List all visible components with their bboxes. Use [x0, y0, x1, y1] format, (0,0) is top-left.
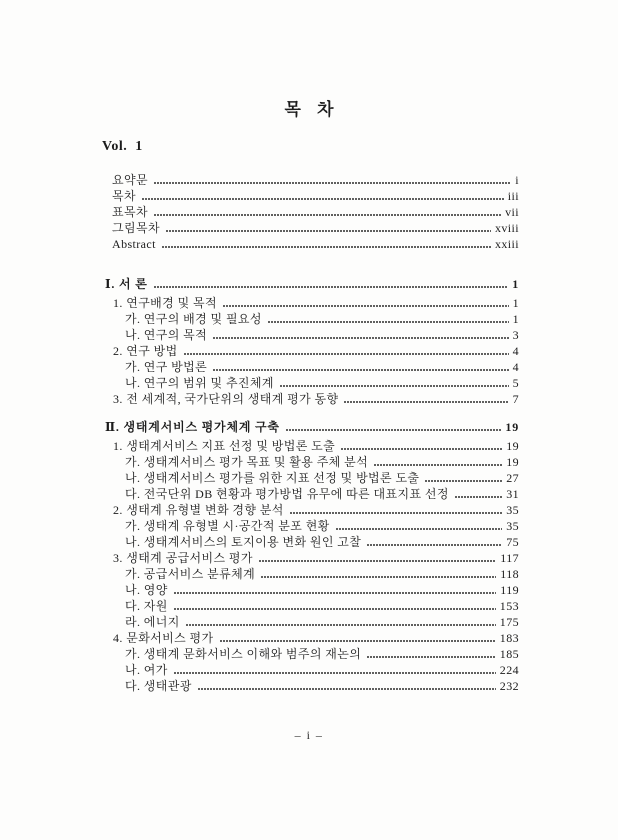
dotted-leader [174, 592, 496, 594]
dotted-leader [374, 464, 502, 466]
toc-entry [90, 204, 519, 220]
toc-entry-page: 1 [512, 312, 519, 326]
toc-entry-page: 7 [512, 392, 519, 406]
dotted-leader [174, 608, 496, 610]
toc-entry [90, 438, 519, 454]
dotted-leader [367, 656, 496, 658]
toc-entry-label: 3. 전 세계적, 국가단위의 생태계 평가 동향 [113, 392, 339, 406]
toc-entry-label: 목차 [112, 189, 136, 203]
dotted-leader [154, 286, 509, 288]
toc-entry [90, 236, 519, 252]
toc-entry-page: 232 [499, 679, 519, 693]
toc-entry [90, 678, 519, 694]
dotted-leader [336, 528, 503, 530]
toc-entry-label: 요약문 [112, 173, 148, 187]
toc-entry-label: 표목차 [112, 205, 148, 219]
toc-entry-label: 다. 자원 [125, 599, 168, 613]
toc-entry-label: 나. 생태계서비스의 토지이용 변화 원인 고찰 [125, 535, 362, 549]
dotted-leader [341, 448, 502, 450]
toc-entry [90, 220, 519, 236]
toc-entry-label: 1. 연구배경 및 목적 [113, 296, 217, 310]
toc-entry-page: vii [505, 205, 519, 219]
toc-entry-label: 나. 영양 [125, 583, 168, 597]
toc-entry-label: 가. 공급서비스 분류체계 [125, 567, 256, 581]
toc-entry-page: 19 [506, 439, 519, 453]
toc-entry-page: 183 [499, 631, 519, 645]
toc-entry-page: 175 [499, 615, 519, 629]
dotted-leader [425, 480, 502, 482]
dotted-leader [198, 688, 496, 690]
dotted-leader [154, 182, 511, 184]
dotted-leader [174, 672, 496, 674]
toc-entry-page: i [515, 173, 519, 187]
dotted-leader [286, 429, 502, 431]
volume-label: Vol. 1 [102, 139, 143, 154]
toc-entry-label: Abstract [112, 237, 156, 251]
toc-entry [90, 295, 519, 311]
dotted-leader [154, 214, 501, 216]
toc-entry [90, 582, 519, 598]
dotted-leader [268, 321, 509, 323]
dotted-leader [344, 401, 508, 403]
dotted-leader [280, 385, 509, 387]
toc-entry-page: 119 [500, 583, 519, 597]
toc-section-heading [90, 276, 519, 292]
toc-entry-page: xxiii [494, 237, 519, 251]
toc-entry [90, 172, 519, 188]
toc-entry-label: 가. 연구 방법론 [125, 360, 208, 374]
toc-entry-label: 나. 연구의 목적 [125, 328, 208, 342]
dotted-leader [259, 560, 496, 562]
dotted-leader [223, 305, 509, 307]
toc-entry-label: 다. 전국단위 DB 현황과 평가방법 유무에 따른 대표지표 선정 [125, 487, 449, 501]
toc-entry-page: 224 [499, 663, 519, 677]
toc-entry-page: xviii [494, 221, 519, 235]
toc-entry [90, 566, 519, 582]
dotted-leader [367, 544, 502, 546]
dotted-leader [186, 624, 496, 626]
dotted-leader [213, 369, 508, 371]
toc-entry [90, 534, 519, 550]
toc-entry-label: 그림목차 [112, 221, 160, 235]
toc-entry [90, 550, 519, 566]
toc-entry-page: iii [507, 189, 519, 203]
toc-section [90, 276, 519, 407]
toc-entry-label: 가. 생태계 문화서비스 이해와 범주의 재논의 [125, 647, 362, 661]
toc-entry-page: 1 [512, 277, 519, 291]
toc-entry [90, 518, 519, 534]
toc-entry-page: 1 [512, 296, 519, 310]
dotted-leader [261, 576, 496, 578]
toc-entry [90, 343, 519, 359]
page-title: 목 차 [284, 100, 340, 119]
toc-section-heading [90, 419, 519, 435]
toc-entry-page: 5 [512, 376, 519, 390]
page-number-footer: – i – [294, 728, 324, 742]
toc-entry-page: 117 [500, 551, 519, 565]
toc-entry-page: 19 [506, 455, 519, 469]
dotted-leader [290, 512, 502, 514]
toc-entry [90, 375, 519, 391]
toc-entry-page: 19 [505, 420, 519, 434]
dotted-leader [213, 337, 508, 339]
toc-entry-page: 4 [512, 360, 519, 374]
toc-entry-label: 2. 연구 방법 [113, 344, 178, 358]
toc-entry-page: 27 [506, 471, 519, 485]
toc-entry [90, 391, 519, 407]
toc-entry [90, 486, 519, 502]
front-matter-list [90, 172, 519, 252]
toc-entry-page: 35 [506, 519, 519, 533]
toc-entry-page: 75 [506, 535, 519, 549]
toc-entry-page: 31 [506, 487, 519, 501]
toc-entry [90, 327, 519, 343]
toc-entry-label: Ⅰ. 서 론 [105, 277, 148, 291]
toc-entry [90, 630, 519, 646]
toc-entry-label: 가. 생태계 유형별 시·공간적 분포 현황 [125, 519, 330, 533]
section-list [90, 276, 519, 694]
toc-entry-label: Ⅱ. 생태계서비스 평가체계 구축 [105, 420, 280, 434]
dotted-leader [220, 640, 496, 642]
toc-entry-label: 나. 여가 [125, 663, 168, 677]
toc-entry-page: 3 [512, 328, 519, 342]
toc-entry-page: 153 [499, 599, 519, 613]
toc-entry-label: 3. 생태계 공급서비스 평가 [113, 551, 253, 565]
toc-entry-label: 가. 생태계서비스 평가 목표 및 활용 주체 분석 [125, 455, 369, 469]
toc-entry-label: 나. 연구의 범위 및 추진체계 [125, 376, 274, 390]
dotted-leader [142, 198, 504, 200]
toc-entry [90, 359, 519, 375]
toc-entry-label: 2. 생태계 유형별 변화 경향 분석 [113, 503, 284, 517]
toc-entry-label: 라. 에너지 [125, 615, 180, 629]
toc-entry [90, 470, 519, 486]
table-of-contents [90, 172, 519, 694]
toc-entry-label: 4. 문화서비스 평가 [113, 631, 214, 645]
toc-entry [90, 646, 519, 662]
toc-entry [90, 614, 519, 630]
toc-entry [90, 502, 519, 518]
toc-entry [90, 454, 519, 470]
toc-entry-page: 185 [499, 647, 519, 661]
dotted-leader [162, 246, 491, 248]
toc-section [90, 419, 519, 694]
dotted-leader [184, 353, 509, 355]
toc-entry-label: 나. 생태계서비스 평가를 위한 지표 선정 및 방법론 도출 [125, 471, 420, 485]
toc-entry-label: 가. 연구의 배경 및 필요성 [125, 312, 262, 326]
toc-entry-label: 다. 생태관광 [125, 679, 192, 693]
toc-entry [90, 311, 519, 327]
toc-entry [90, 188, 519, 204]
toc-entry [90, 598, 519, 614]
toc-entry-page: 118 [500, 567, 519, 581]
toc-entry [90, 662, 519, 678]
dotted-leader [166, 230, 491, 232]
toc-entry-label: 1. 생태계서비스 지표 선정 및 방법론 도출 [113, 439, 336, 453]
dotted-leader [455, 496, 502, 498]
toc-entry-page: 4 [512, 344, 519, 358]
toc-entry-page: 35 [506, 503, 519, 517]
